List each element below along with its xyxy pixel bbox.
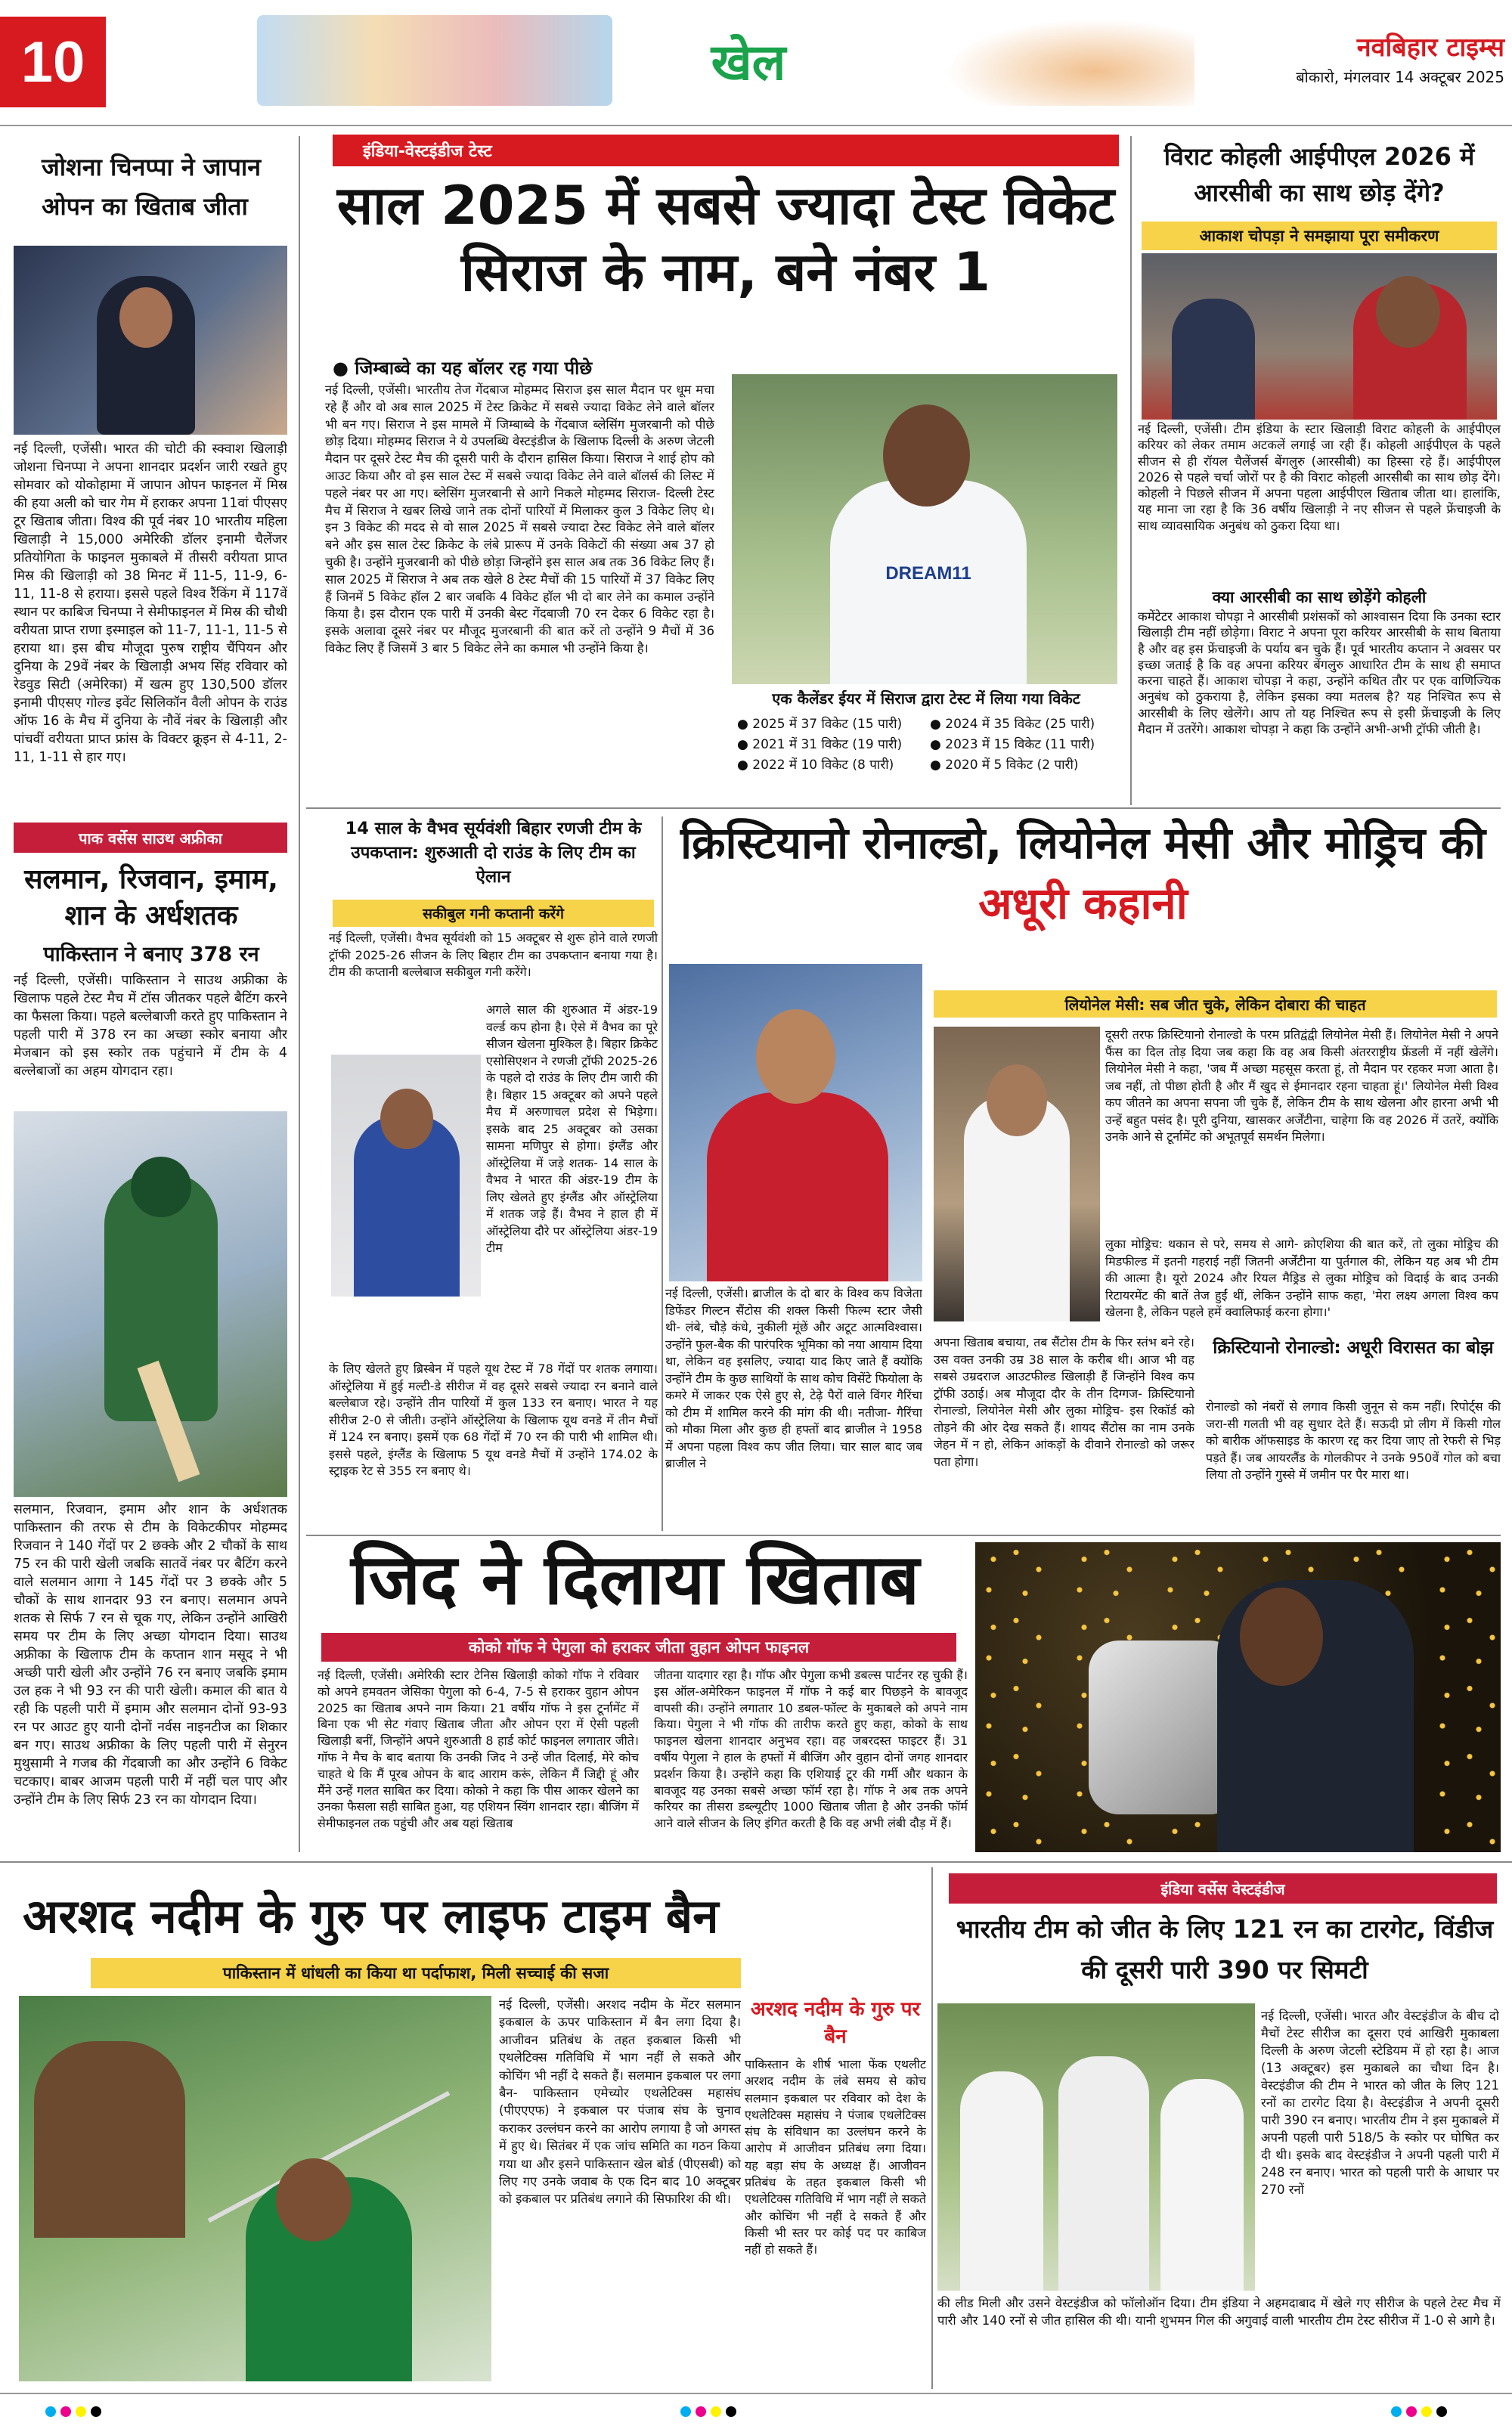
siraj-kicker: इंडिया-वेस्टइंडीज टेस्ट bbox=[333, 135, 1119, 166]
registration-dots-center bbox=[680, 2406, 741, 2420]
pak-body-2: सलमान, रिजवान, इमाम और शान के अर्धशतक पाकिस्तान की तरफ से टीम के विकेटकीपर मोहम्मद रिजवान ने 140 गेंदों पर 2 छक्के और 2 चौकों के साथ 75 रन की पारी खेली जबकि सातवें नंबर पर बैटिंग करने वाले सलमान आगा ने 145 गेंदों पर 3 छक्के और 5 चौकों के साथ शानदार 93 रन बनाए। सलमान अपने शतक से सिर्फ 7 रन से चूक गए, लेकिन उन्होंने आखिरी समय पर टीम के लिए अच्छा योगदान दिया। साउथ अफ्रीका के खिलाफ टीम के कप्तान शान मसूद ने भी अच्छी पारी खेली और उन्होंने 76 रन बनाए जबकि इमाम उल हक ने भी 93 रन की पारी खेली। कमाल की बात ये रही कि पहली पारी में इमाम और सलमान दोनों 93-93 रन पर आउट हुए यानी दोनों नर्वस नाइनटीज का शिकार बन गए। साउथ अफ्रीका के लिए पहली पारी में सेनुरन मुथुसामी ने गजब की गेंदबाजी का और उन्होंने 6 विकेट चटकाए। बाबर आजम पहली पारी में नहीं चल पाए और उन्होंने टीम के लिए सिर्फ 23 रन का योगदान दिया। bbox=[14, 1502, 287, 1808]
messi-photo bbox=[934, 1027, 1100, 1321]
section-title: खेल bbox=[711, 33, 786, 91]
siraj-jersey-logo: DREAM11 bbox=[885, 563, 971, 584]
gauff-body-1: नई दिल्ली, एजेंसी। अमेरिकी स्टार टेनिस खिलाड़ी कोको गॉफ ने रविवार को अपने हमवतन जेसिका पेगुला को 6-4, 7-5 से हराकर वुहान ओपन 2025 का खिताब अपने नाम किया। 21 वर्षीय गॉफ ने इस टूर्नामेंट में बिना एक भी सेट गंवाए खिताब जीता और ओपन एरा में ऐसी पहली खिलाड़ी बनीं, जिन्होंने अपने शुरुआती 8 हार्ड कोर्ट फाइनल लगातार जीते। गॉफ ने मैच के बाद बताया कि उनकी जिद ने उन्हें जीत दिलाई, मेरे कोच चाहते थे कि मैं पूरब ओपन के बाद आराम करूं, लेकिन मैं जिद्दी हूं और मैंने उन्हें गलत साबित कर दिया। कोको ने कहा कि पीस आकर खेलने का उनका फैसला सही साबित हुआ, यह एशियन स्विंग शानदार रहा। बीजिंग में सेमीफाइनल तक पहुंची और अब यहां खिताब bbox=[318, 1668, 639, 1831]
black-dot bbox=[91, 2406, 101, 2417]
page-footer bbox=[0, 2393, 1512, 2429]
indwi-photo bbox=[937, 2003, 1255, 2291]
row-rule-3 bbox=[0, 1861, 1512, 1863]
indwi-kicker: इंडिया वर्सेस वेस्टइंडीज bbox=[949, 1873, 1497, 1904]
yellow-dot bbox=[76, 2406, 86, 2417]
kohli-subhead-2: क्या आरसीबी का साथ छोड़ेंगे कोहली bbox=[1212, 588, 1427, 606]
stat-item: ● 2021 में 31 विकेट (19 पारी) bbox=[737, 737, 903, 752]
player-left bbox=[1172, 299, 1255, 420]
joshna-photo bbox=[14, 246, 287, 435]
header-sports-illustration bbox=[257, 15, 612, 106]
ronaldo-body-2: अपना खिताब बचाया, तब सैंटोस टीम के फिर स्तंभ बने रहे। उस वक्त उनकी उम्र 38 साल के करीब थी। आज भी वह सबसे उम्रदराज आउटफील्ड खिलाड़ी हैं जिन्होंने विश्व कप ट्रॉफी उठाई। अब मौजूदा दौर के तीन दिग्गज- क्रिस्टियानो रोनाल्डो, लियोनेल मेसी और लुका मोड्रिच- इस रिकॉर्ड को तोड़ने की ओर देख सकते हैं। शायद सैंटोस का नाम उनके जेहन में न हो, लेकिन आंकड़ों के दीवाने रोनाल्डो को जरूर पता होगा। bbox=[934, 1335, 1194, 1469]
kohli-body-2: कमेंटेटर आकाश चोपड़ा ने आरसीबी प्रशंसकों को आश्वासन दिया कि उनका स्टार खिलाड़ी टीम नहीं छोड़ेगा। विराट ने अपना पूरा करियर आरसीबी के साथ बिताया है और वह इस फ्रेंचाइजी के पर्याय बन चुके हैं। पूर्व भारतीय कप्तान ने अवसर पर इच्छा जताई है कि वह अपना करियर बेंगलुरु आधारित टीम के साथ ही समाप्त करना चाहते हैं। आकाश चोपड़ा ने कहा, उन्होंने कथित तौर पर एक वाणिज्यिक अनुबंध को ठुकराया है, लेकिन इसका क्या मतलब है? यह निश्चित रूप से आरसीबी के लिए खेलेंगे। आप तो यह निश्चित रूप से इसी फ्रेंचाइजी के लिए मैदान में उतरेंगे। आकाश चोपड़ा ने कहा कि उन्होंने अभी-अभी ट्रॉफी जीती है। bbox=[1138, 609, 1501, 737]
gauff-photo bbox=[975, 1542, 1501, 1852]
stat-item: ● 2023 में 15 विकेट (11 पारी) bbox=[930, 737, 1095, 752]
cyan-dot bbox=[1391, 2406, 1402, 2417]
col-rule-right bbox=[1130, 136, 1132, 805]
ronaldo-body-4: लुका मोड्रिच: थकान से परे, समय से आगे- क्रोएशिया की बात करें, तो लुका मोड्रिच की मिडफील्ड में इतनी गहराई नहीं जितनी अर्जेंटीना या पुर्तगाल की, लेकिन यह अब भी टीम की आत्मा है। यूरो 2024 और रियल मैड्रिड से लुका मोड्रिच को विदाई के बाद उनकी रिटायरमेंट की बातें तेज हुईं थीं, लेकिन उन्होंने साफ कहा, 'मेरा लक्ष्य अगला विश्व कप खेलना है, लेकिन पहले हमें क्वालिफाई करना होगा।' bbox=[1105, 1237, 1498, 1319]
stat-item: ● 2025 में 37 विकेट (15 पारी) bbox=[737, 717, 903, 732]
pak-photo bbox=[14, 1111, 287, 1497]
dateline: बोकारो, मंगलवार 14 अक्टूबर 2025 bbox=[1296, 68, 1504, 86]
header-rule bbox=[0, 125, 1512, 126]
black-dot bbox=[726, 2406, 736, 2417]
siraj-subhead bbox=[333, 355, 711, 380]
col-rule-left bbox=[299, 136, 300, 1852]
vaibhav-body-3: के लिए खेलते हुए ब्रिस्बेन में पहले यूथ टेस्ट में 78 गेंदों पर शतक लगाया। ऑस्ट्रेलिया में हुई मल्टी-डे सीरीज में वह दूसरे सबसे ज्यादा रन बनाने वाले बल्लेबाज रहे। उन्होंने तीन पारियों में कुल 133 रन बनाए। भारत ने यह सीरीज 2-0 से जीती। उन्होंने ऑस्ट्रेलिया के खिलाफ यूथ वनडे में तीन मैचों में 124 रन बनाए। इसमें एक 68 गेंदों में 70 रन की पारी भी शामिल थी। इससे पहले, इंग्लैंड के खिलाफ 5 यूथ वनडे मैचों में उन्होंने 174.02 के स्ट्राइक रेट से 355 रन बनाए थे। bbox=[329, 1362, 658, 1478]
arshad-body-2: पाकिस्तान के शीर्ष भाला फेंक एथलीट अरशद नदीम के लंबे समय से कोच सलमान इकबाल पर रविवार को देश के एथलेटिक्स महासंघ ने पंजाब एथलेटिक्स संघ के संविधान का उल्लंघन करने के आरोप में आजीवन प्रतिबंध लगा दिया। यह बड़ा संघ के अध्यक्ष हैं। आजीवन प्रतिबंध के तहत इकबाल किसी भी एथलेटिक्स गतिविधि में भाग नहीं ले सकते और कोचिंग भी नहीं दे सकते हैं और किसी भी स्तर पर कोई पद पर काबिज नहीं हो सकते हैं। bbox=[745, 2057, 926, 2257]
indwi-headline: भारतीय टीम को जीत के लिए 121 रन का टारगेट, विंडीज की दूसरी पारी 390 पर सिमटी bbox=[956, 1914, 1494, 1984]
ronaldo-body-5: रोनाल्डो को नंबरों से लगाव किसी जुनून से कम नहीं। रिपोर्ट्स की जरा-सी गलती भी वह सुधार देते हैं। सऊदी प्रो लीग में किसी गोल को बारीक ऑफसाइड के कारण रद्द कर दिया जाए तो रेफरी से भिड़ पड़ते हैं। जब आयरलैंड के गोलकीपर ने उनके 950वें गोल को बचा लिया तो उन्होंने गुस्से में जमीन पर पैर मारा था। bbox=[1206, 1399, 1501, 1482]
messi-subhead: लियोनेल मेसी: सब जीत चुके, लेकिन दोबारा की चाहत bbox=[934, 990, 1497, 1018]
stat-item: ● 2022 में 10 विकेट (8 पारी) bbox=[737, 758, 894, 773]
batsman-helmet bbox=[131, 1157, 191, 1217]
siraj-subhead-text: जिम्बाब्वे का यह बॉलर रह गया पीछे bbox=[355, 358, 593, 379]
cyan-dot bbox=[45, 2406, 56, 2417]
arshad-face bbox=[276, 2158, 352, 2242]
siraj-body: नई दिल्ली, एजेंसी। भारतीय तेज गेंदबाज मोहम्मद सिराज इस साल मैदान पर धूम मचा रहे हैं और वो अब साल 2025 में टेस्ट क्रिकेट में सबसे ज्यादा विकेट लेने वाले बॉलर भी बन गए। सिराज ने इस मामले में जिम्बाब्वे के गेंदबाज ब्लेसिंग मुजरबानी को पीछे छोड़ दिया। मोहम्मद सिराज ने ये उपलब्धि वेस्टइंडीज के खिलाफ दिल्ली के अरुण जेटली मैदान पर दूसरे टेस्ट मैच की दूसरी पारी के दौरान हासिल किया। सिराज ने शाई होप को आउट किया और वो इस साल टेस्ट में सबसे ज्यादा विकेट लेने वाले बॉलर्स की लिस्ट में पहले नंबर पर आ गए। ब्लेसिंग मुजरबानी से आगे निकले मोहम्मद सिराज- दिल्ली टेस्ट मैच में सिराज ने खबर लिखे जाने तक दोनों पारियों में मिलाकर कुल 3 विकेट लिए थे। इन 3 विकेट की मदद से वो साल 2025 में सबसे ज्यादा टेस्ट विकेट लेने वाले बॉलर बने और इस साल टेस्ट क्रिकेट के लंबे प्रारूप में उनके विकेटों की संख्या अब 37 हो चुकी है। उन्होंने मुजरबानी को पीछे छोड़ा जिन्होंने इस साल अब तक 36 विकेट लिए हैं। साल 2025 में सिराज ने अब तक खेले 8 टेस्ट मैचों की 15 पारियों में 37 विकेट लिए हैं जिनमें 5 विकेट हॉल 2 बार जबकि 4 विकेट हॉल भी दो बार लेने का कमाल उन्होंने किया है। इस दौरान एक पारी में उनकी बेस्ट गेंदबाजी 70 रन देकर 6 विकेट रहा है। इसके अलावा दूसरे नंबर पर मौजूद मुजरबानी की बात करें तो उन्होंने 9 मैचों में 36 विकेट लिए हैं जिसमें 3 बार 5 विकेट लेने का कमाल भी उन्होंने किया है। bbox=[325, 383, 714, 655]
cyan-dot bbox=[680, 2406, 691, 2417]
siraj-photo-caption: एक कैलेंडर ईयर में सिराज द्वारा टेस्ट में लिया गया विकेट bbox=[772, 689, 1080, 708]
gauff-body-2: जीतना यादगार रहा है। गॉफ और पेगुला कभी डबल्स पार्टनर रह चुकी हैं। इस ऑल-अमेरिकन फाइनल में गॉफ ने कई बार पिछड़ने के बावजूद वापसी की। उन्होंने लगातार 10 डबल-फॉल्ट के मुकाबले को अपने नाम किया। पेगुला ने भी गॉफ की तारीफ करते हुए कहा, कोको के साथ फाइनल खेलना शानदार अनुभव रहा। वह जबरदस्त फाइटर हैं। 31 वर्षीय पेगुला ने हाल के हफ्तों में बीजिंग और वुहान दोनों जगह शानदार प्रदर्शन किया है। उन्होंने कहा कि एशियाई टूर की गर्मी और थकान के बावजूद यह उनका सबसे अच्छा फॉर्म रहा है। गॉफ ने अब तक अपने करियर का तीसरा डब्ल्यूटीए 1000 खिताब जीता है और उनकी फॉर्म आने वाले सीजन के लिए इंगित करती है कि वह अभी लंबी दौड़ में हैं। bbox=[654, 1668, 968, 1831]
ronaldo-subhead-2: क्रिस्टियानो रोनाल्डो: अधूरी विरासत का बोझ bbox=[1213, 1338, 1494, 1358]
arshad-headline: अरशद नदीम के गुरु पर लाइफ टाइम बैन bbox=[23, 1888, 719, 1944]
kohli-headline: विराट कोहली आईपीएल 2026 में आरसीबी का साथ छोड़ देंगे? bbox=[1163, 142, 1475, 207]
vaibhav-photo bbox=[331, 1055, 481, 1297]
ronaldo-face bbox=[756, 1009, 835, 1104]
player-1 bbox=[960, 2071, 1043, 2291]
bullet-icon: ● bbox=[333, 358, 355, 379]
registration-dots-left bbox=[45, 2406, 106, 2420]
siraj-face bbox=[883, 404, 970, 507]
magenta-dot bbox=[696, 2406, 706, 2417]
kohli-photo bbox=[1142, 253, 1497, 420]
indwi-body-2: की लीड मिली और उसने वेस्टइंडीज को फॉलोऑन दिया। टीम इंडिया ने अहमदाबाद में खेले गए सीरीज के पहले टेस्ट मैच में पारी और 140 रनों से जीत हासिल की थी। यानी शुभमन गिल की अगुवाई वाली भारतीय टीम टेस्ट सीरीज में 1-0 से आगे है। bbox=[937, 2296, 1501, 2328]
kohli-face bbox=[1376, 276, 1440, 348]
magenta-dot bbox=[60, 2406, 71, 2417]
gauff-subhead: कोको गॉफ ने पेगुला को हराकर जीता वुहान ओपन फाइनल bbox=[321, 1633, 956, 1662]
yellow-dot bbox=[711, 2406, 721, 2417]
vaibhav-subhead: सकीबुल गनी कप्तानी करेंगे bbox=[333, 900, 654, 927]
ronaldo-headline bbox=[669, 813, 1497, 934]
gauff-face bbox=[1240, 1588, 1323, 1686]
pak-headline: सलमान, रिजवान, इमाम, शान के अर्धशतक bbox=[24, 864, 278, 931]
page-header bbox=[0, 0, 1512, 125]
yellow-dot bbox=[1421, 2406, 1432, 2417]
siraj-photo bbox=[732, 374, 1117, 684]
arshad-side-headline: अरशद नदीम के गुरु पर बैन bbox=[750, 1998, 921, 2048]
header-runner-illustration bbox=[945, 19, 1194, 106]
pak-kicker: पाक वर्सेस साउथ अफ्रीका bbox=[14, 823, 287, 853]
ronaldo-jersey bbox=[707, 1092, 888, 1281]
joshna-headline: जोशना चिनप्पा ने जापान ओपन का खिताब जीता bbox=[42, 153, 261, 221]
vaibhav-headline: 14 साल के वैभव सूर्यवंशी बिहार रणजी टीम के उपकप्तान: शुरुआती दो राउंड के लिए टीम का ऐलान bbox=[345, 819, 642, 887]
pak-body-1: नई दिल्ली, एजेंसी। पाकिस्तान ने साउथ अफ्रीका के खिलाफ पहले टेस्ट मैच में टॉस जीतकर पहले बैटिंग करने का फैसला किया। पहले बल्लेबाजी करते हुए पाकिस्तान ने पहली पारी में 378 रन का अच्छा स्कोर बनाया और मेजबान को इस स्कोर तक पहुंचाने में टीम के 4 बल्लेबाजों का अहम योगदान रहा। bbox=[14, 973, 287, 1079]
vaibhav-body-1: नई दिल्ली, एजेंसी। वैभव सूर्यवंशी को 15 अक्टूबर से शुरू होने वाले रणजी ट्रॉफी 2025-26 सीजन के लिए बिहार टीम का उपकप्तान बनाया गया है। टीम की कप्तानी बल्लेबाज सकीबुल गनी करेंगे। bbox=[329, 931, 658, 979]
kohli-subhead: आकाश चोपड़ा ने समझाया पूरा समीकरण bbox=[1142, 222, 1497, 250]
stat-item: ● 2024 में 35 विकेट (25 पारी) bbox=[930, 717, 1095, 732]
gauff-headline: जिद ने दिलाया खिताब bbox=[350, 1539, 920, 1620]
page-number: 10 bbox=[0, 17, 106, 107]
arshad-body-1: नई दिल्ली, एजेंसी। अरशद नदीम के मेंटर सलमान इकबाल के ऊपर पाकिस्तान में बैन लगा दिया है। आजीवन प्रतिबंध के तहत इकबाल किसी भी एथलेटिक्स गतिविधि में भाग नहीं ले सकते और कोचिंग भी नहीं दे सकते हैं। सलमान इकबाल पर लगा बैन- पाकिस्तान एमेच्योर एथलेटिक्स महासंघ (पीएएएफ) ने इकबाल पर पंजाब संघ के चुनाव कराकर उल्लंघन करने का आरोप लगाया है जो अगस्त में हुए थे। सितंबर में एक जांच समिति का गठन किया गया था और इसने पाकिस्तान खेल बोर्ड (पीएसबी) को लिए गए उनके जवाब के एक दिन बाद 10 अक्टूबर को इकबाल पर प्रतिबंध लगाने की सिफारिश की थी। bbox=[499, 1997, 741, 2207]
pak-subhead: पाकिस्तान ने बनाए 378 रन bbox=[43, 943, 259, 966]
ronaldo-headline-text: क्रिस्टियानो रोनाल्डो, लियोनेल मेसी और मोड्रिच की bbox=[680, 817, 1486, 869]
kohli-body-1: नई दिल्ली, एजेंसी। टीम इंडिया के स्टार खिलाड़ी विराट कोहली के आईपीएल करियर को लेकर तमाम अटकलें लगाई जा रही हैं। कोहली आईपीएल के पहले सीजन से ही रॉयल चैलेंजर्स बेंगलुरु (आरसीबी) का हिस्सा रहे हैं। आईपीएल 2026 से पहले चर्चा जोरों पर है की विराट कोहली आरसीबी का साथ छोड़ देंगे। कोहली ने पिछले सीजन में अपना पहला आईपीएल खिताब जीता था। हालांकि, यह माना जा रहा है कि 36 वर्षीय खिलाड़ी ने नए सीजन से पहले फ्रेंचाइजी के साथ व्यावसायिक अनुबंध को ठुकरा दिया था। bbox=[1138, 422, 1501, 533]
siraj-stats bbox=[737, 714, 1123, 776]
ronaldo-body-3: दूसरी तरफ क्रिस्टियानो रोनाल्डो के परम प्रतिद्वंद्वी लियोनेल मेसी हैं। लियोनेल मेसी ने अपने फैंस का दिल तोड़ दिया जब कहा कि वह अब किसी अंतरराष्ट्रीय फ्रेंडली में नहीं खेलेंगे। लियोनेल मेसी ने कहा, 'जब मैं अच्छा महसूस करता हूं, तो मैदान पर रहकर मजा आता है। जब नहीं, तो पीछा होती है और मैं खुद से ईमानदार रहना चाहता हूं।' लियोनेल मेसी विश्व कप जीतने का अपना सपना जी चुके हैं, लेकिन टीम के साथ खेलना और हारना अभी भी उन्हें बहुत पसंद है। पूरी दुनिया, खासकर अर्जेंटीना, चाहेगा कि वह 2026 में उतरें, क्योंकि उनके आने से टूर्नामेंट को अभूतपूर्व समर्थन मिलेगा। bbox=[1105, 1027, 1498, 1144]
ronaldo-headline-red: अधूरी कहानी bbox=[978, 878, 1188, 929]
row-rule-1 bbox=[306, 807, 1501, 809]
ronaldo-body-1: नई दिल्ली, एजेंसी। ब्राजील के दो बार के विश्व कप विजेता डिफेंडर गिल्टन सैंटोस की शक्ल किसी फिल्म स्टार जैसी थी- लंबे, चौड़े कंधे, नुकीली मूंछें और अटूट आत्मविश्वास। उन्होंने फुल-बैक की पारंपरिक भूमिका को नया आयाम दिया था, लेकिन वह इसलिए, ज्यादा याद किए जाते हैं क्योंकि उन्होंने टीम के कुछ साथियों के साथ कोच विसेंटे फियोला के कमरे में जाकर एक ऐसे हुए से, टेढ़े पैरों वाले विंगर गैरिंचा को टीम में शामिल करने की मांग की थी। नतीजा- गैरिंचा को मौका मिला और कुछ ही हफ्तों बाद ब्राजील ने 1958 में अपना पहला विश्व कप जीत लिया। चार साल बाद जब ब्राजील ने bbox=[665, 1286, 922, 1470]
player-face bbox=[119, 287, 172, 348]
arshad-photo bbox=[19, 1996, 491, 2381]
player-3 bbox=[1160, 2079, 1244, 2291]
vaibhav-body-2: अगले साल की शुरुआत में अंडर-19 वर्ल्ड कप होना है। ऐसे में वैभव का पूरे सीजन खेलना मुश्किल है। बिहार क्रिकेट एसोसिएशन ने रणजी ट्रॉफी 2025-26 के पहले दो राउंड के लिए टीम जारी की है। बिहार 15 अक्टूबर को अपने पहले मैच में अरुणाचल प्रदेश से भिड़ेगा। इसके बाद 25 अक्टूबर को उसका सामना मणिपुर से होगा। इंग्लैंड और ऑस्ट्रेलिया में जड़े शतक- 14 साल के वैभव ने भारत की अंडर-19 टीम के लिए खेलते हुए इंग्लैंड और ऑस्ट्रेलिया में शतक जड़े हैं। वैभव ने हाल ही में ऑस्ट्रेलिया दौरे पर ऑस्ट्रेलिया अंडर-19 टीम bbox=[486, 1002, 658, 1255]
indwi-body-1: नई दिल्ली, एजेंसी। भारत और वेस्टइंडीज के बीच दो मैचों टेस्ट सीरीज का दूसरा एवं आखिरी मुकाबला दिल्ली के अरुण जेटली स्टेडियम में हो रहा है। आज (13 अक्टूबर) इस मुकाबले का चौथा दिन है। वेस्टइंडीज की टीम ने भारत को जीत के लिए 121 रनों का टारगेट दिया है। वेस्टइंडीज ने अपनी दूसरी पारी 390 रन बनाए। भारतीय टीम ने इस मुकाबले में अपनी पहली पारी 518/5 के स्कोर पर घोषित कर दी थी। इसके बाद वेस्टइंडीज ने अपनी पहली पारी में 248 रन बनाए। भारत को पहली पारी के आधार पर 270 रनों bbox=[1261, 2009, 1499, 2197]
magenta-dot bbox=[1406, 2406, 1417, 2417]
masthead: नवबिहार टाइम्स bbox=[1356, 33, 1504, 63]
joshna-body: नई दिल्ली, एजेंसी। भारत की चोटी की स्क्वाश खिलाड़ी जोशना चिनप्पा ने अपना शानदार प्रदर्शन जारी रखते हुए सोमवार को योकोहामा में जापान ओपन फाइनल में मिस्र की हया अली को चार गेम में हराकर अपना 11वां पीएसए टूर खिताब जीता। विश्व की पूर्व नंबर 10 भारतीय महिला खिलाड़ी ने 15,000 अमेरिकी डॉलर इनामी चैलेंजर प्रतियोगिता के फाइनल मुकाबले में तीसरी वरीयता प्राप्त मिस्र की खिलाड़ी को 38 मिनट में 11-5, 11-9, 6-11, 11-8 से हराया। इससे पहले विश्व रैंकिंग में 117वें स्थान पर काबिज चिनप्पा ने सेमीफाइनल में मिस्र की चौथी वरीयता प्राप्त राणा इस्माइल को 11-7, 11-1, 11-5 से हराया था। इस बीच मौजूदा पुरुष राष्ट्रीय चैंपियन और दुनिया के 29वें नंबर के खिलाड़ी अभय सिंह रविवार को रेडवुड सिटी (अमेरिका) में खत्म हुए 130,500 डॉलर इनामी पीएसए गोल्ड इवेंट सिलिकॉन वैली ओपन के राउंड ऑफ 16 के मैच में दुनिया के नौवें नंबर के खिलाड़ी और पांचवीं वरीयता प्राप्त फ्रांस के विक्टर क्रूइन से 4-11, 2-11, 1-11 से हार गए। bbox=[14, 441, 287, 765]
arshad-subhead: पाकिस्तान में धांधली का किया था पर्दाफाश, मिली सच्चाई की सजा bbox=[91, 1958, 741, 1988]
vaibhav-face bbox=[380, 1089, 433, 1149]
siraj-headline: साल 2025 में सबसे ज्यादा टेस्ट विकेट सिराज के नाम, बने नंबर 1 bbox=[336, 175, 1115, 303]
coach-figure bbox=[34, 2041, 185, 2238]
col-rule-vaibhav bbox=[662, 816, 663, 1531]
registration-dots-right bbox=[1391, 2406, 1452, 2420]
ronaldo-photo bbox=[669, 964, 922, 1281]
player-2 bbox=[1058, 2056, 1149, 2291]
stat-item: ● 2020 में 5 विकेट (2 पारी) bbox=[930, 758, 1079, 773]
messi-face bbox=[987, 1064, 1047, 1136]
black-dot bbox=[1436, 2406, 1447, 2417]
col-rule-bottom bbox=[931, 1867, 933, 2389]
